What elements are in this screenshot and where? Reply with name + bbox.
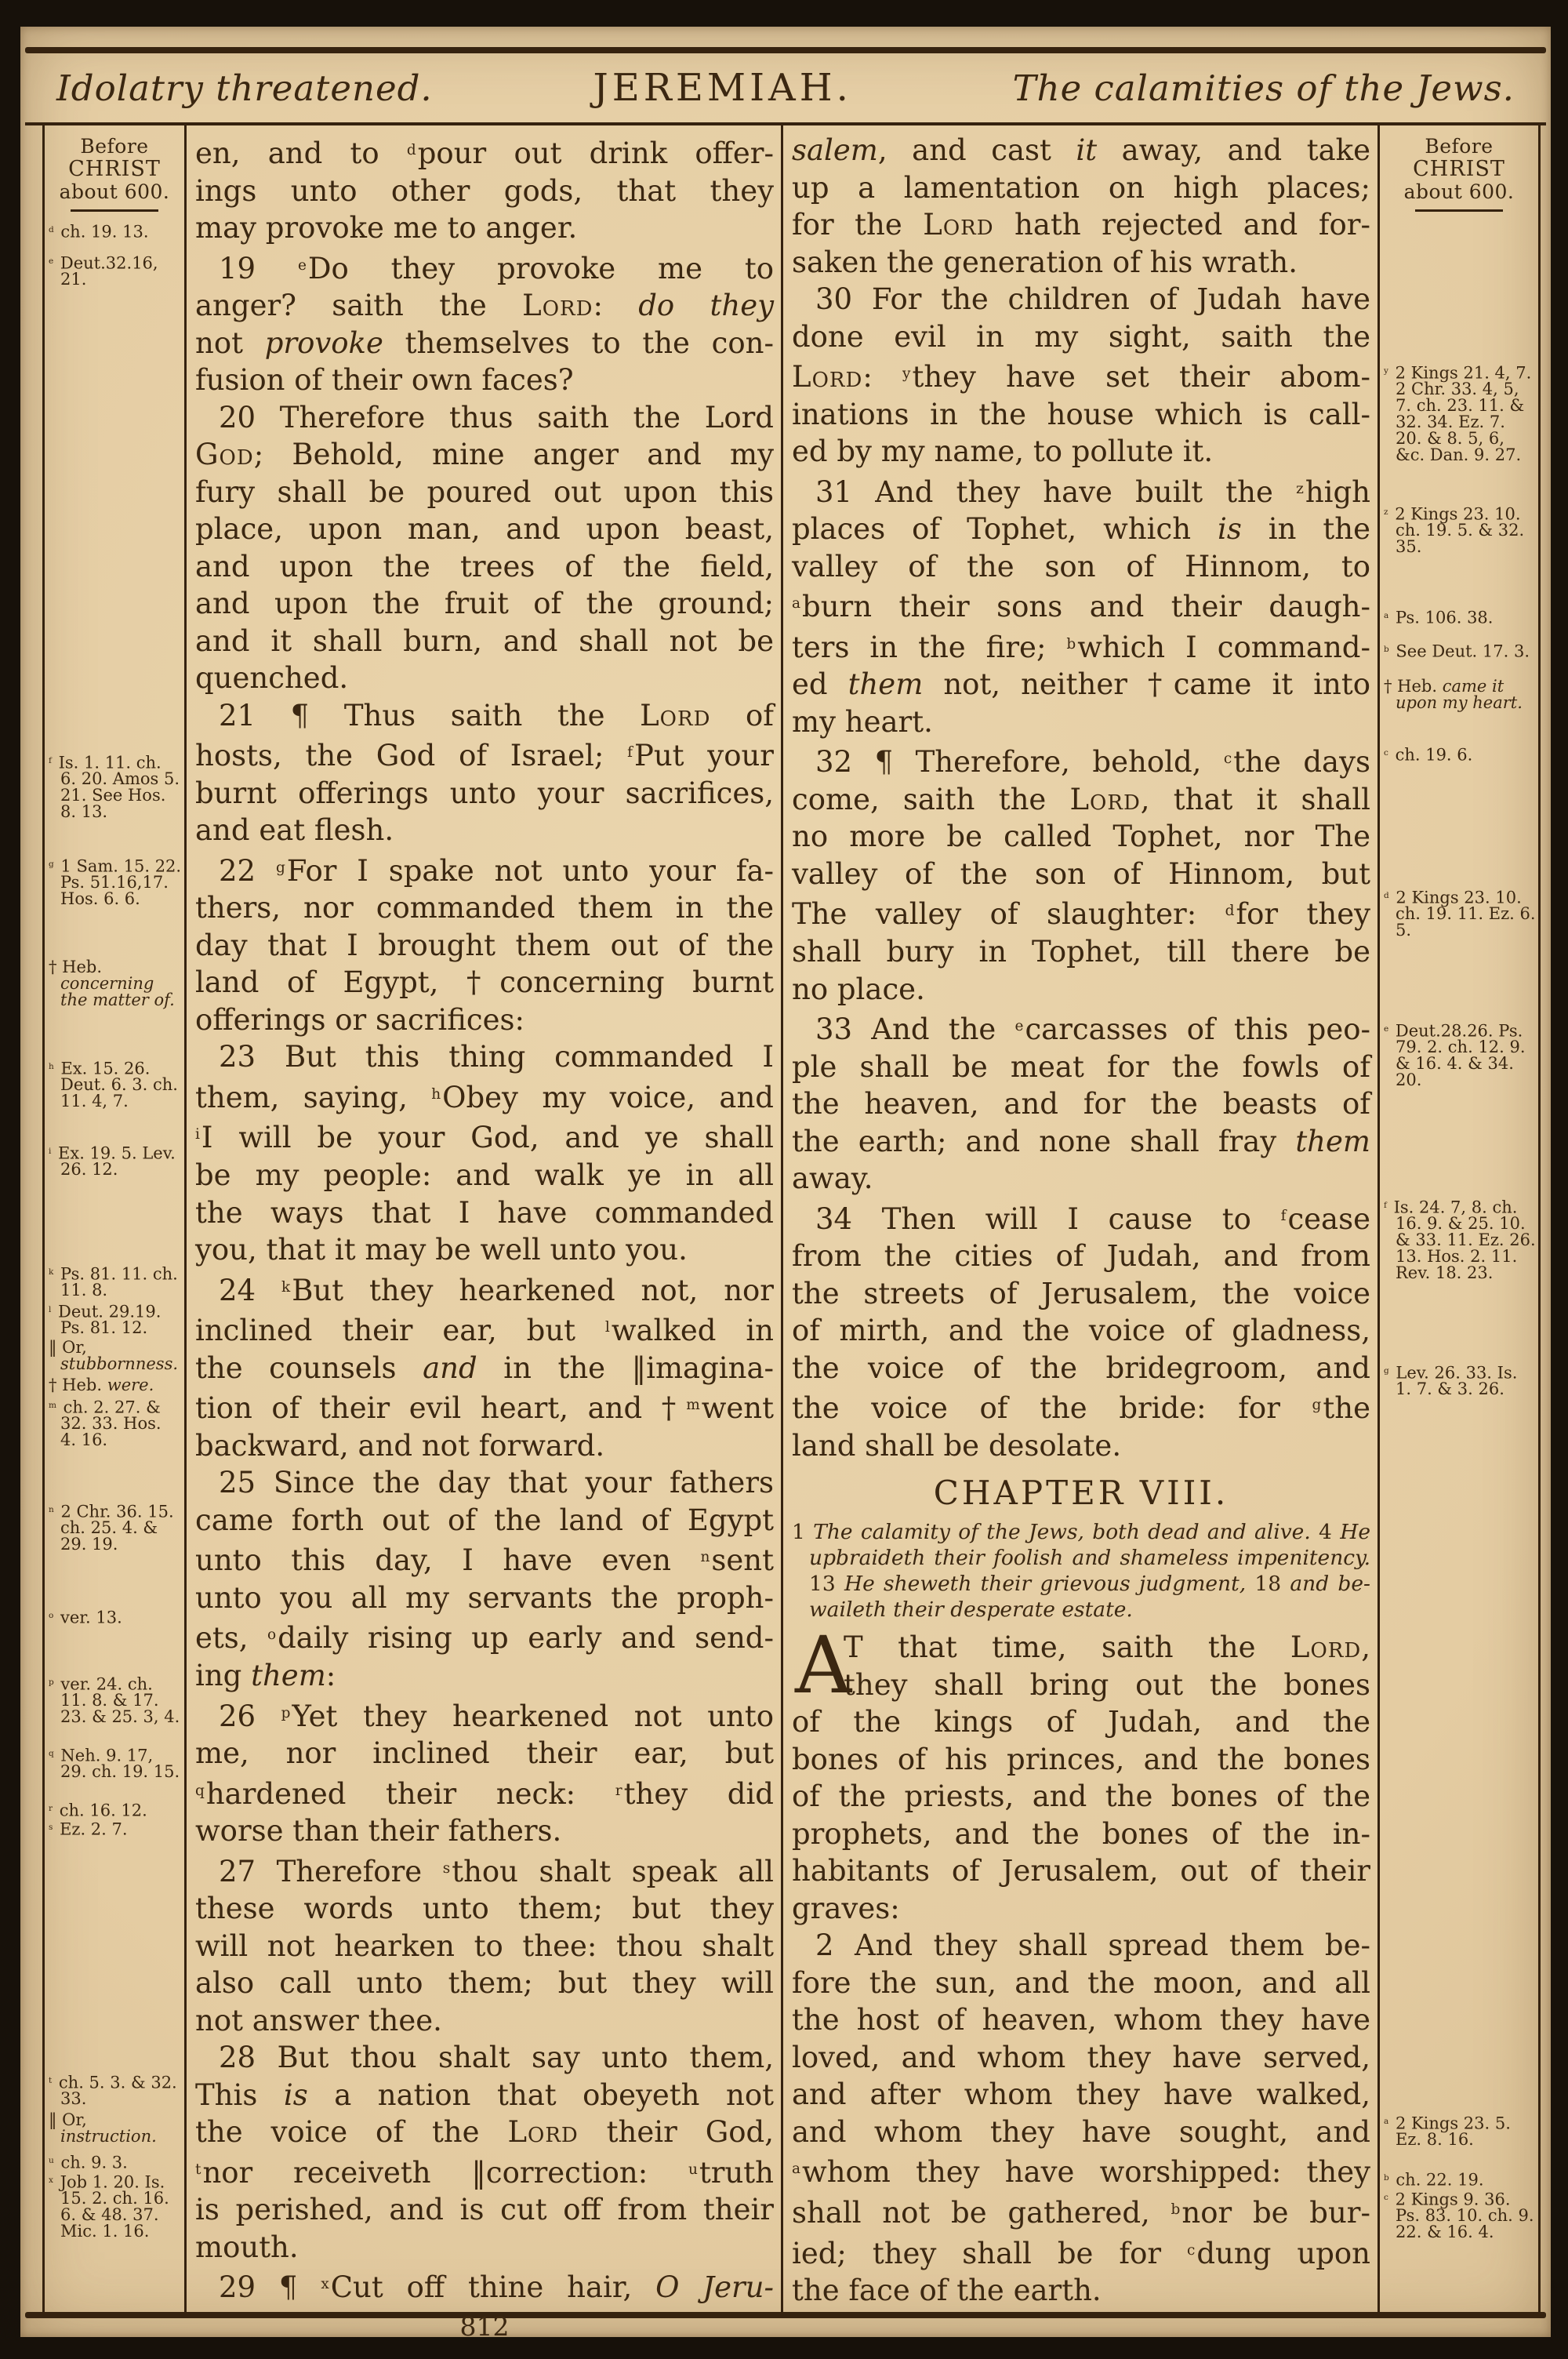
margin-note: $^s$ Ez. 2. 7. bbox=[49, 1819, 128, 1839]
verse-line: of the kings of Judah, and the bbox=[792, 1705, 1370, 1739]
margin-note: $^a$ Ps. 106. 38. bbox=[1384, 608, 1494, 627]
verse-line: up a lamentation on high places; bbox=[792, 170, 1370, 205]
margin-note: $^r$ ch. 16. 12. bbox=[49, 1801, 147, 1820]
verse-line: prophets, and the bones of the in- bbox=[792, 1816, 1370, 1851]
verse-line: en, and to $^d$pour out drink offer- bbox=[195, 136, 774, 171]
verse-line: This is a nation that obeyeth not bbox=[195, 2077, 774, 2112]
margin-note: ‖ Or, instruction. bbox=[49, 2110, 157, 2146]
left-text-column bbox=[187, 125, 781, 2342]
margin-note: $^t$ ch. 5. 3. & 32. 33. bbox=[49, 2073, 177, 2109]
verse-line: 24 $^k$But they hearkened not, nor bbox=[219, 1273, 774, 1307]
verse-line: came forth out of the land of Egypt bbox=[195, 1503, 774, 1537]
verse-line: quenched. bbox=[195, 661, 349, 696]
margin-note: † Heb. were. bbox=[49, 1376, 154, 1394]
verse-line: 30 For the children of Judah have bbox=[815, 282, 1370, 316]
margin-note: $^l$ Deut. 29.19. Ps. 81. 12. bbox=[49, 1302, 162, 1338]
verse-line: no more be called Tophet, nor The bbox=[792, 820, 1370, 854]
verse-line: the host of heaven, whom they have bbox=[792, 2003, 1370, 2037]
verse-line: places of Tophet, which is in the bbox=[792, 512, 1370, 547]
verse-line: the ways that I have commanded bbox=[195, 1195, 774, 1230]
verse-line: habitants of Jerusalem, out of their bbox=[792, 1854, 1370, 1888]
verse-line: $^a$burn their sons and their daugh- bbox=[792, 590, 1370, 624]
chapter-summary bbox=[792, 1519, 1370, 1623]
verse-line: ings unto other gods, that they bbox=[195, 173, 774, 208]
top-rule bbox=[25, 47, 1546, 53]
verse-line: 23 But this thing commanded I bbox=[219, 1040, 774, 1074]
verse-line: the heaven, and for the beasts of bbox=[792, 1087, 1370, 1121]
right-column-verses-a bbox=[792, 132, 1370, 1464]
margin-note: $^o$ ver. 13. bbox=[49, 1608, 122, 1627]
margin-note: ‖ Or, stubbornness. bbox=[49, 1338, 179, 1373]
verse-line: and after whom they have walked, bbox=[792, 2077, 1370, 2112]
verse-line: 32 ¶ Therefore, behold, $^c$the days bbox=[815, 745, 1370, 780]
verse-line: unto this day, I have even $^n$sent bbox=[195, 1543, 774, 1578]
summary-line: upbraideth their foolish and shameless impenitency. bbox=[809, 1546, 1370, 1571]
margin-note: $^u$ ch. 9. 3. bbox=[49, 2153, 128, 2172]
verse-line: be my people: and walk ye in all bbox=[195, 1158, 774, 1193]
running-header bbox=[20, 53, 1551, 119]
bc-rule bbox=[71, 209, 158, 212]
verse-line: the streets of Jerusalem, the voice bbox=[792, 1276, 1370, 1310]
verse-line: valley of the son of Hinnom, but bbox=[792, 856, 1370, 891]
summary-line: 13 He sheweth their grievous judgment, 18 and be- bbox=[809, 1572, 1370, 1597]
verse-line: these words unto them; but they bbox=[195, 1892, 774, 1926]
verse-line: graves: bbox=[792, 1891, 900, 1925]
margin-note: $^n$ 2 Chr. 36. 15. ch. 25. 4. & 29. 19. bbox=[49, 1502, 174, 1554]
verse-line: day that I brought them out of the bbox=[195, 928, 774, 962]
verse-line: ed by my name, to pollute it. bbox=[792, 434, 1214, 469]
margin-note: $^g$ 1 Sam. 15. 22. Ps. 51.16,17. Hos. 6. 6. bbox=[49, 856, 182, 909]
verse-line: also call unto them; but they will bbox=[195, 1966, 774, 2001]
bc-line1: Before bbox=[80, 135, 149, 158]
verse-line: hosts, the God of Israel; $^f$Put your bbox=[195, 739, 774, 773]
summary-line: waileth their desperate estate. bbox=[809, 1598, 1133, 1623]
verse-line: 2 And they shall spread them be- bbox=[815, 1928, 1370, 1963]
margin-note: † Heb. concerning the matter of. bbox=[49, 958, 175, 1009]
verse-line: shall bury in Tophet, till there be bbox=[792, 935, 1370, 969]
bc-line2: CHRIST bbox=[68, 157, 161, 181]
verse-line: mouth. bbox=[195, 2230, 299, 2264]
verse-line: me, nor inclined their ear, but bbox=[195, 1736, 774, 1771]
bc-line2: CHRIST bbox=[1413, 157, 1505, 181]
verse-line: 29 ¶ $^x$Cut off thine hair, O Jeru- bbox=[219, 2270, 774, 2305]
verse-line: 22 $^g$For I spake not unto your fa- bbox=[219, 853, 774, 888]
verse-line: valley of the son of Hinnom, to bbox=[792, 549, 1370, 583]
verse-line: 33 And the $^e$carcasses of this peo- bbox=[815, 1012, 1370, 1047]
margin-note: $^y$ 2 Kings 21. 4, 7. 2 Chr. 33. 4, 5, 7. ch. 23. 11. & 32. 34. Ez. 7. 20. & 8. 5, 6, &c. Dan. 9. 27. bbox=[1384, 363, 1532, 465]
verse-line: shall not be gathered, $^b$nor be bur- bbox=[792, 2196, 1371, 2230]
margin-note: $^i$ Ex. 19. 5. Lev. 26. 12. bbox=[49, 1143, 176, 1180]
verse-line: and it shall burn, and shall not be bbox=[195, 623, 774, 658]
verse-line: may provoke me to anger. bbox=[195, 211, 578, 245]
verse-line: the voice of the bridegroom, and bbox=[792, 1350, 1370, 1385]
verse-line: them, saying, $^h$Obey my voice, and bbox=[195, 1080, 774, 1114]
margin-note: $^p$ ver. 24. ch. 11. 8. & 17. 23. & 25. 3, 4. bbox=[49, 1674, 180, 1727]
bc-line3: about 600. bbox=[1403, 180, 1515, 203]
margin-note: $^c$ 2 Kings 9. 36. Ps. 83. 10. ch. 9. 22. & 16. 4. bbox=[1384, 2190, 1534, 2242]
verse-line: offerings or sacrifices: bbox=[195, 1002, 525, 1037]
verse-line: God; Behold, mine anger and my bbox=[195, 438, 774, 472]
left-margin-notes bbox=[45, 125, 184, 2312]
margin-note: $^k$ Ps. 81. 11. ch. 11. 8. bbox=[49, 1264, 178, 1300]
verse-line: away. bbox=[792, 1161, 873, 1196]
verse-line: you, that it may be well unto you. bbox=[195, 1233, 688, 1267]
verse-line: ed them not, neither †came it into bbox=[792, 667, 1371, 702]
verse-line: is perished, and is cut off from their bbox=[195, 2193, 774, 2227]
verse-line: fore the sun, and the moon, and all bbox=[792, 1965, 1370, 2000]
verse-line: ple shall be meat for the fowls of bbox=[792, 1049, 1370, 1084]
verse-line: the voice of the Lord their God, bbox=[195, 2115, 774, 2150]
rule-right-edge bbox=[1538, 125, 1541, 2312]
verse-line: ied; they shall be for $^c$dung upon bbox=[792, 2236, 1370, 2270]
margin-note: $^c$ ch. 19. 6. bbox=[1384, 745, 1473, 765]
verse-line: will not hearken to thee: thou shalt bbox=[195, 1928, 774, 1963]
verse-line: loved, and whom they have served, bbox=[792, 2040, 1370, 2074]
verse-line: inclined their ear, but $^l$walked in bbox=[195, 1314, 774, 1348]
verse-line: done evil in my sight, saith the bbox=[792, 319, 1370, 354]
verse-line: of the priests, and the bones of the bbox=[792, 1779, 1370, 1814]
bc-line1: Before bbox=[1425, 135, 1494, 158]
verse-line: $^a$whom they have worshipped: they bbox=[792, 2155, 1370, 2190]
margin-note: $^x$ Job 1. 20. Is. 15. 2. ch. 16. 6. & 48. 37. Mic. 1. 16. bbox=[49, 2172, 169, 2241]
verse-line: $^t$nor receiveth ‖correction: $^u$truth bbox=[195, 2155, 774, 2190]
verse-line: and upon the fruit of the ground; bbox=[195, 587, 774, 621]
page-content bbox=[42, 125, 1543, 2342]
bible-page bbox=[20, 27, 1551, 2342]
margin-note: $^a$ 2 Kings 23. 5. Ez. 8. 16. bbox=[1384, 2114, 1511, 2150]
verse-line: tion of their evil heart, and †$^m$went bbox=[195, 1391, 774, 1426]
verse-line: T that time, saith the Lord, bbox=[844, 1630, 1370, 1665]
before-christ-heading-left bbox=[45, 135, 184, 212]
margin-note: $^b$ See Deut. 17. 3. bbox=[1384, 642, 1530, 661]
verse-line: come, saith the Lord, that it shall bbox=[792, 782, 1370, 816]
verse-line: the counsels and in the ‖imagina- bbox=[195, 1350, 775, 1385]
verse-line: not answer thee. bbox=[195, 2003, 442, 2037]
bc-line3: about 600. bbox=[59, 180, 170, 203]
margin-note: $^f$ Is. 1. 11. ch. 6. 20. Amos 5. 21. See Hos. 8. 13. bbox=[49, 753, 180, 822]
verse-line: not provoke themselves to the con- bbox=[195, 325, 774, 360]
verse-line: burnt offerings unto your sacrifices, bbox=[195, 776, 774, 810]
verse-line: the earth; and none shall fray them bbox=[792, 1124, 1370, 1158]
margin-note: $^h$ Ex. 15. 26. Deut. 6. 3. ch. 11. 4, 7. bbox=[49, 1059, 178, 1111]
verse-line: from the cities of Judah, and from bbox=[792, 1239, 1370, 1274]
margin-note: $^d$ 2 Kings 23. 10. ch. 19. 11. Ez. 6. 5. bbox=[1384, 888, 1536, 940]
verse-line: land of Egypt, †concerning burnt bbox=[195, 965, 774, 1000]
verse-line: salem, and cast it away, and take bbox=[792, 133, 1370, 167]
verse-line: and upon the trees of the field, bbox=[195, 549, 774, 583]
verse-line: and whom they have sought, and bbox=[792, 2114, 1370, 2149]
verse-line: 21 ¶ Thus saith the Lord of bbox=[219, 698, 774, 732]
verse-line: unto you all my servants the proph- bbox=[195, 1580, 774, 1615]
right-margin-notes bbox=[1380, 125, 1538, 2312]
verse-line: saken the generation of his wrath. bbox=[792, 245, 1298, 279]
left-column-verses bbox=[195, 132, 774, 2306]
margin-note: $^z$ 2 Kings 23. 10. ch. 19. 5. & 32. 35. bbox=[1384, 504, 1525, 557]
verse-line: Lord: $^y$they have set their abom- bbox=[792, 360, 1370, 394]
drop-cap-letter: A bbox=[795, 1619, 852, 1712]
verse-line: my heart. bbox=[792, 704, 933, 739]
verse-line: land shall be desolate. bbox=[792, 1428, 1122, 1463]
verse-line: $^i$I will be your God, and ye shall bbox=[195, 1121, 774, 1155]
verse-line: 19 $^e$Do they provoke me to bbox=[219, 251, 774, 285]
margin-note: $^e$ Deut.32.16, 21. bbox=[49, 253, 158, 289]
dropcap-lines bbox=[792, 1619, 1370, 1712]
dropcap-verse bbox=[792, 1619, 1370, 1712]
margin-note: $^b$ ch. 22. 19. bbox=[1384, 2170, 1484, 2190]
verse-line: the voice of the bride: for $^g$the bbox=[792, 1391, 1370, 1426]
verse-line: 25 Since the day that your fathers bbox=[219, 1466, 774, 1500]
before-christ-heading-right bbox=[1380, 135, 1538, 212]
book-title: JEREMIAH. bbox=[593, 66, 852, 110]
verse-line: no place. bbox=[792, 972, 925, 1006]
page-number: 812 bbox=[459, 2311, 510, 2342]
running-title-right: The calamities of the Jews. bbox=[1012, 67, 1515, 109]
right-text-column bbox=[783, 125, 1377, 2312]
verse-line: and eat flesh. bbox=[195, 813, 394, 848]
margin-note: $^f$ Is. 24. 7, 8. ch. 16. 9. & 25. 10. & 33. 11. Ez. 26. 13. Hos. 2. 11. Rev. 18. 23. bbox=[1384, 1198, 1536, 1283]
verse-line: fury shall be poured out upon this bbox=[195, 474, 774, 509]
verse-line: $^q$hardened their neck: $^r$they did bbox=[195, 1776, 774, 1811]
verse-line: the face of the earth. bbox=[792, 2274, 1102, 2308]
verse-line: 34 Then will I cause to $^f$cease bbox=[815, 1201, 1370, 1236]
verse-line: ets, $^o$daily rising up early and send- bbox=[195, 1621, 774, 1656]
margin-note: $^q$ Neh. 9. 17, 29. ch. 19. 15. bbox=[49, 1746, 180, 1782]
verse-line: The valley of slaughter: $^d$for they bbox=[792, 897, 1371, 932]
verse-line: 28 But thou shalt say unto them, bbox=[219, 2041, 774, 2075]
verse-line: backward, and not forward. bbox=[195, 1428, 605, 1463]
right-column-verses-b bbox=[792, 1703, 1370, 2309]
summary-line: 1 The calamity of the Jews, both dead and alive. 4 He bbox=[792, 1520, 1370, 1545]
verse-line: ing them: bbox=[195, 1659, 336, 1693]
chapter-heading: CHAPTER VIII. bbox=[933, 1474, 1229, 1513]
verse-line: 20 Therefore thus saith the Lord bbox=[219, 400, 774, 434]
verse-line: they shall bring out the bones bbox=[844, 1667, 1370, 1702]
verse-line: thers, nor commanded them in the bbox=[195, 891, 774, 925]
margin-note: $^m$ ch. 2. 27. & 32. 33. Hos. 4. 16. bbox=[49, 1398, 162, 1450]
verse-line: bones of his princes, and the bones bbox=[792, 1742, 1370, 1776]
margin-note: $^g$ Lev. 26. 33. Is. 1. 7. & 3. 26. bbox=[1384, 1363, 1518, 1399]
verse-line: of mirth, and the voice of gladness, bbox=[792, 1314, 1370, 1348]
verse-line: 31 And they have built the $^z$high bbox=[815, 474, 1370, 509]
running-title-left: Idolatry threatened. bbox=[56, 67, 433, 109]
margin-note: $^e$ Deut.28.26. Ps. 79. 2. ch. 12. 9. & 16. 4. & 34. 20. bbox=[1384, 1021, 1526, 1090]
verse-line: for the Lord hath rejected and for- bbox=[792, 208, 1370, 242]
verse-line: ters in the fire; $^b$which I command- bbox=[792, 630, 1370, 664]
margin-note: $^d$ ch. 19. 13. bbox=[49, 222, 149, 242]
bc-rule bbox=[1415, 209, 1503, 212]
verse-line: 27 Therefore $^s$thou shalt speak all bbox=[219, 1854, 774, 1888]
margin-note: † Heb. came it upon my heart. bbox=[1384, 677, 1523, 712]
verse-line: worse than their fathers. bbox=[195, 1814, 562, 1848]
verse-line: inations in the house which is call- bbox=[792, 397, 1370, 431]
verse-line: fusion of their own faces? bbox=[195, 363, 574, 398]
verse-line: 26 $^p$Yet they hearkened not unto bbox=[219, 1699, 774, 1733]
verse-line: anger? saith the Lord: do they bbox=[195, 289, 774, 323]
verse-line: place, upon man, and upon beast, bbox=[195, 512, 774, 547]
